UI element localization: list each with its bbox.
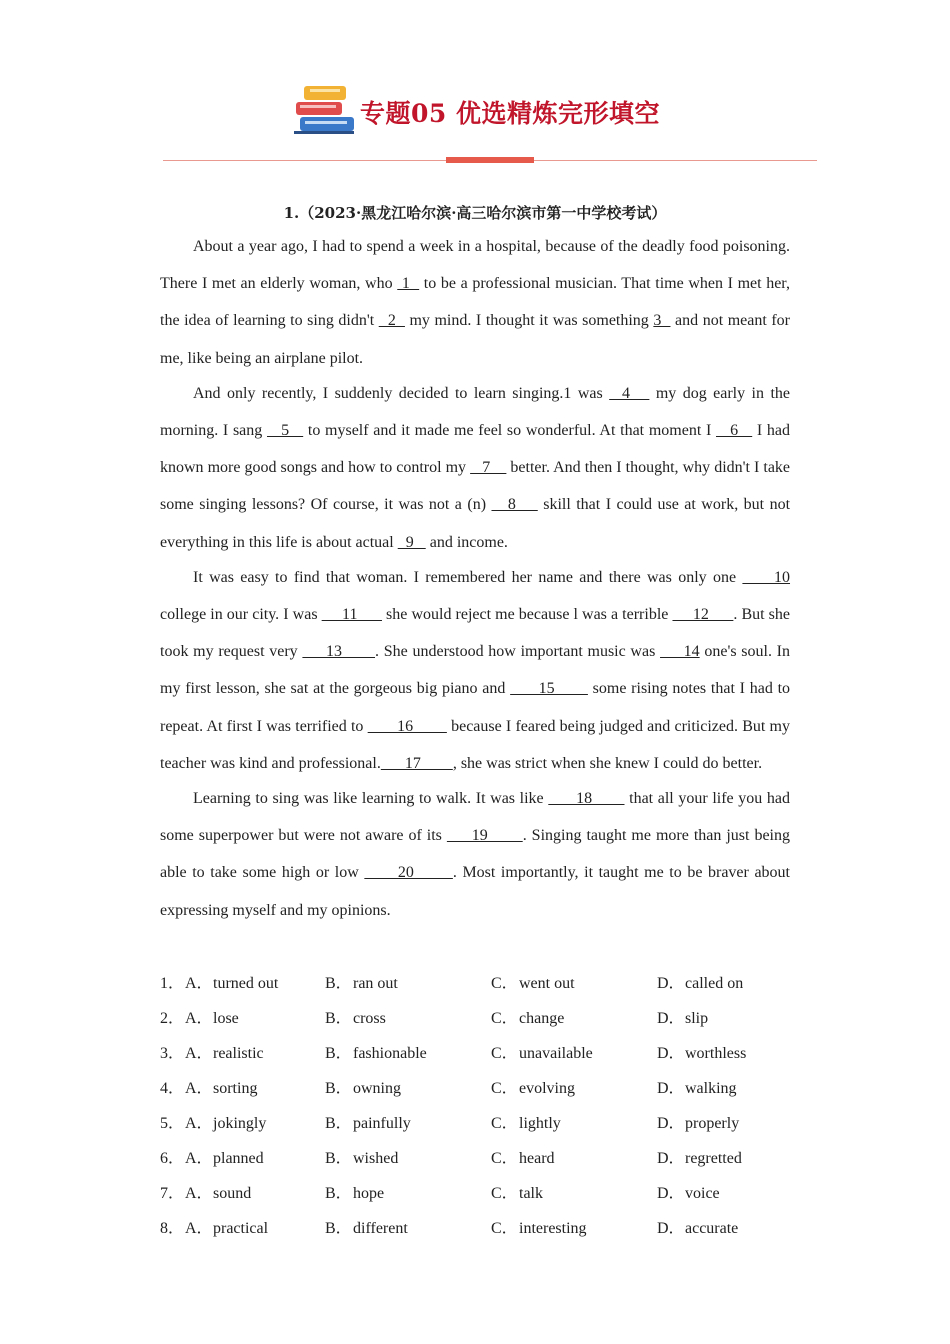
option-c[interactable]: C．unavailable [491, 1045, 593, 1062]
blank-6: 6 [716, 422, 753, 440]
option-b[interactable]: B．fashionable [325, 1045, 427, 1062]
blank-13: 13 [302, 643, 376, 661]
question-number: 2． [160, 1010, 185, 1027]
page-title: 专题05 优选精炼完形填空 [360, 99, 660, 128]
paragraph-2: And only recently, I suddenly decided to learn singing.1 was 4 my dog early in the morning. I sang 5 to myself and it made me feel so wonderful. At that moment I 6 I had known more good songs and how to control my 7 better. And then I thought, why didn't I take some singing lessons? Of course, it was not a (n) 8 skill that I could use at work, but not everything in this life is about actual 9 and income. [160, 384, 791, 551]
question-number: 7． [160, 1185, 185, 1202]
question-number: 4． [160, 1080, 185, 1097]
paragraph-3: It was easy to find that woman. I remembered her name and there was only one 10 college in our city. I was 11 she would reject me because l was a terrible 12 . But she took my request very 13 . She understood how important music was 14 one's soul. In my first lesson, she sat at the gorgeous big piano and 15 some rising notes that I had to repeat. At first I was terrified to 16 because I feared being judged and criticized. But my teacher was kind and professional. 17 , she was strict when she knew I could do better. [160, 568, 791, 772]
option-c[interactable]: C．heard [491, 1150, 555, 1167]
option-c[interactable]: C．interesting [491, 1220, 587, 1237]
blank-3: 3 [653, 312, 671, 330]
option-row [160, 1176, 800, 1211]
blank-14: 14 [660, 643, 700, 661]
option-b[interactable]: B．ran out [325, 975, 398, 992]
question-number: 6． [160, 1150, 185, 1167]
blank-16: 16 [367, 717, 447, 735]
books-icon [292, 84, 356, 136]
option-c[interactable]: C．talk [491, 1185, 543, 1202]
option-d[interactable]: D．worthless [657, 1045, 747, 1062]
blank-9: 9 [397, 533, 426, 551]
option-d[interactable]: D．regretted [657, 1150, 742, 1167]
blank-12: 12 [672, 606, 734, 624]
option-d[interactable]: D．walking [657, 1080, 737, 1097]
option-b[interactable]: B．painfully [325, 1115, 411, 1132]
question-number: 5． [160, 1115, 185, 1132]
question-number: 1． [160, 975, 185, 992]
option-row [160, 966, 800, 1001]
option-a[interactable]: A．lose [185, 1010, 239, 1027]
answer-options [160, 966, 800, 1246]
option-b[interactable]: B．cross [325, 1010, 386, 1027]
question-heading: 1.（2023·黑龙江哈尔滨·高三哈尔滨市第一中学校考试） [283, 204, 667, 222]
option-row [160, 1001, 800, 1036]
option-a[interactable]: A．planned [185, 1150, 264, 1167]
option-c[interactable]: C．lightly [491, 1115, 561, 1132]
blank-8: 8 [491, 496, 538, 514]
option-b[interactable]: B．wished [325, 1150, 399, 1167]
option-a[interactable]: A．realistic [185, 1045, 264, 1062]
option-d[interactable]: D．properly [657, 1115, 740, 1132]
option-a[interactable]: A．jokingly [185, 1115, 267, 1132]
page-header [0, 82, 950, 138]
title-divider-accent [446, 157, 534, 163]
option-c[interactable]: C．evolving [491, 1080, 575, 1097]
question-number: 8． [160, 1220, 185, 1237]
option-row [160, 1211, 800, 1246]
blank-17: 17 [380, 754, 453, 772]
blank-5: 5 [266, 422, 304, 440]
question-number: 3． [160, 1045, 185, 1062]
blank-18: 18 [548, 790, 625, 808]
blank-15: 15 [510, 680, 588, 698]
option-a[interactable]: A．practical [185, 1220, 269, 1237]
blank-2: 2 [378, 312, 405, 330]
option-row [160, 1141, 800, 1176]
blank-7: 7 [470, 459, 507, 477]
option-b[interactable]: B．owning [325, 1080, 401, 1097]
option-row [160, 1106, 800, 1141]
blank-1: 1 [397, 275, 420, 293]
option-a[interactable]: A．sorting [185, 1080, 258, 1097]
option-d[interactable]: D．slip [657, 1010, 709, 1027]
cloze-passage [160, 228, 790, 927]
option-row [160, 1036, 800, 1071]
option-d[interactable]: D．accurate [657, 1220, 739, 1237]
blank-11: 11 [321, 606, 382, 624]
option-d[interactable]: D．called on [657, 975, 744, 992]
option-a[interactable]: A．turned out [185, 975, 279, 992]
option-d[interactable]: D．voice [657, 1185, 720, 1202]
option-b[interactable]: B．different [325, 1220, 408, 1237]
blank-10: 10 [742, 568, 791, 586]
option-a[interactable]: A．sound [185, 1185, 252, 1202]
paragraph-4: Learning to sing was like learning to walk. It was like 18 that all your life you had some superpower but were not aware of its 19 . Singing taught me more than just being able to take some high or low 20 . Most importantly, it taught me to be braver about expressing myself and my opinions. [160, 790, 791, 919]
option-c[interactable]: C．went out [491, 975, 575, 992]
blank-4: 4 [609, 384, 650, 402]
blank-19: 19 [446, 827, 523, 845]
option-c[interactable]: C．change [491, 1010, 565, 1027]
blank-20: 20 [364, 864, 453, 882]
option-b[interactable]: B．hope [325, 1185, 385, 1202]
option-row [160, 1071, 800, 1106]
paragraph-1: About a year ago, I had to spend a week in a hospital, because of the deadly food poisoning. There I met an elderly woman, who 1 to be a professional musician. That time when I met her, the idea of learning to sing didn't 2 my mind. I thought it was something 3 and not meant for me, like being an airplane pilot. [160, 238, 790, 367]
